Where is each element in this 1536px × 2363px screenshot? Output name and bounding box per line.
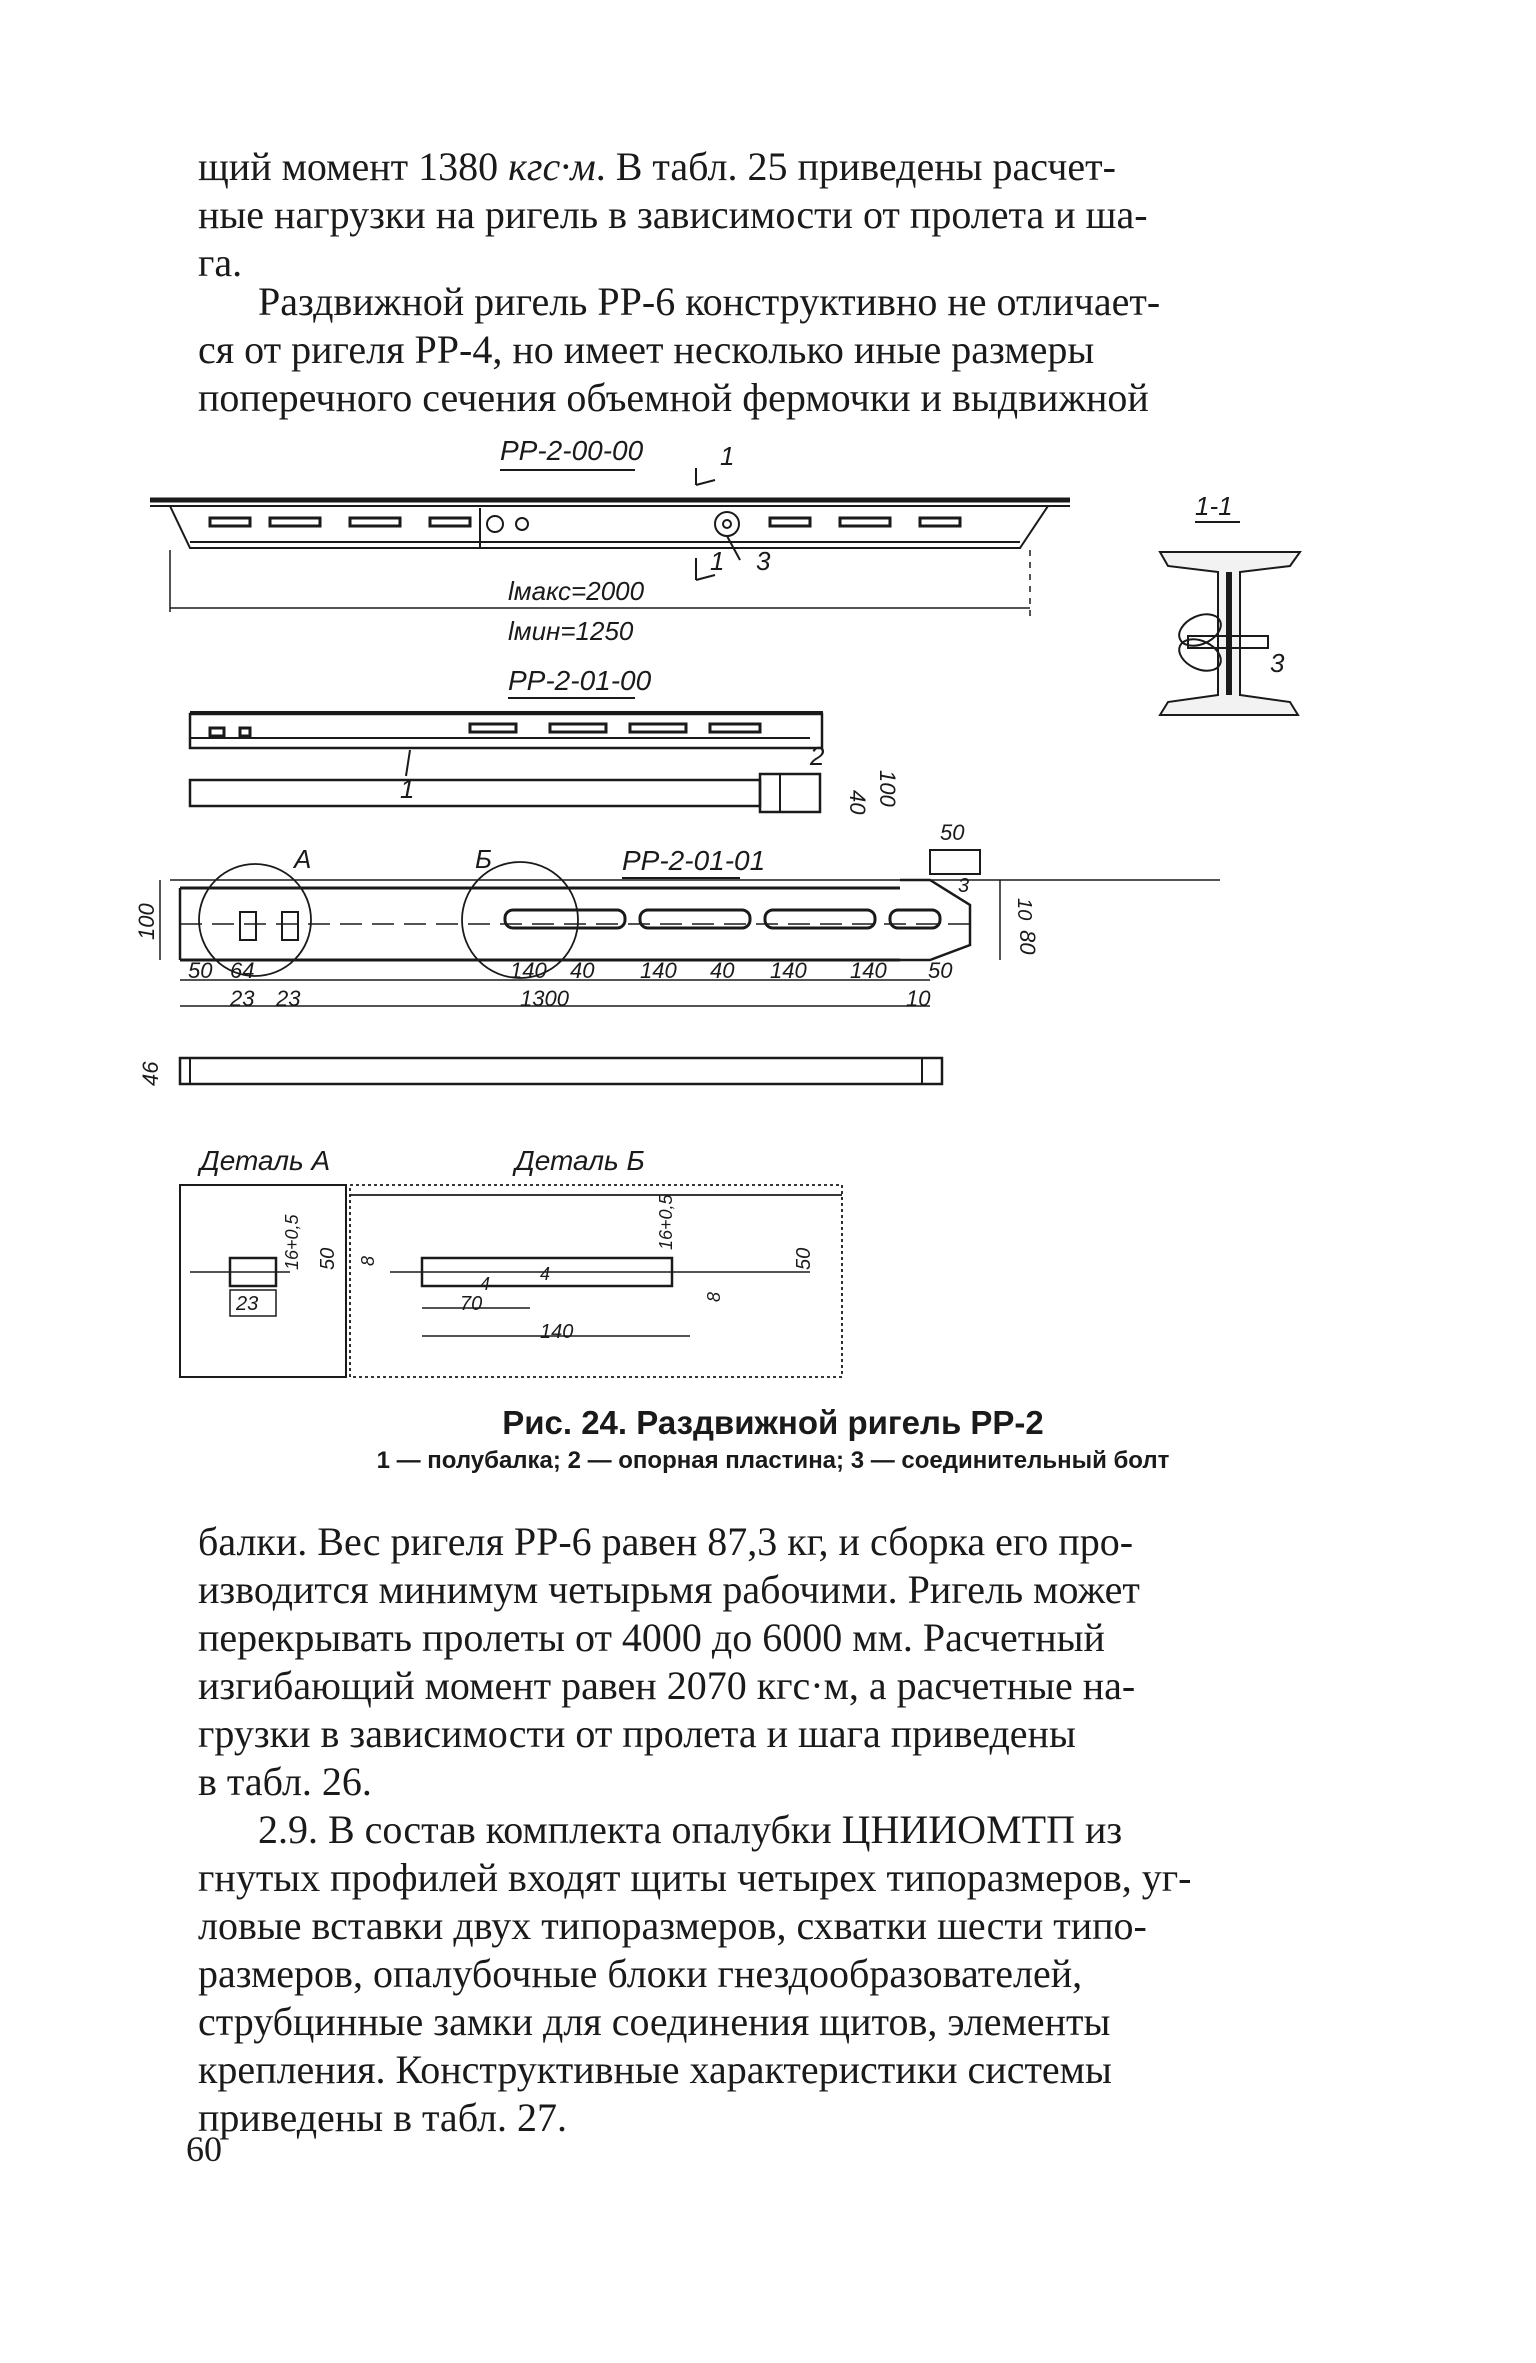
text-line: балки. Вес ригеля РР-6 равен 87,3 кг, и сборка его про- xyxy=(198,1519,1134,1564)
dim-50-detail-a: 50 xyxy=(317,1247,339,1270)
text-line: изводится минимум четырьмя рабочими. Ригель может xyxy=(198,1567,1140,1612)
dim-50-left: 50 xyxy=(188,958,213,983)
paragraph-2-9 xyxy=(198,1806,1348,2142)
dim-10-bottom: 10 xyxy=(906,986,931,1011)
part3-label: РР-2-01-01 xyxy=(622,845,766,876)
weld-4-a: 4 xyxy=(480,1274,491,1294)
text-line: ные нагрузки на ригель в зависимости от пролета и ша- xyxy=(198,192,1148,237)
text-line: грузки в зависимости от пролета и шага приведены xyxy=(198,1711,1076,1756)
text-line: крепления. Конструктивные характеристики системы xyxy=(198,2047,1112,2092)
dim-70: 70 xyxy=(460,1293,483,1315)
dim-1300: 1300 xyxy=(520,986,569,1011)
text-line: Раздвижной ригель РР-6 конструктивно не отличает- xyxy=(258,279,1161,324)
text-line: ловые вставки двух типоразмеров, схватки шести типо- xyxy=(198,1903,1147,1948)
dim-100-a: 100 xyxy=(875,770,900,807)
page-number: 60 xyxy=(186,2129,222,2169)
text-line: перекрывать пролеты от 4000 до 6000 мм. Расчетный xyxy=(198,1615,1105,1660)
dim-23-b: 23 xyxy=(276,986,301,1011)
dim-100-left: 100 xyxy=(134,903,159,940)
dim-50-top: 50 xyxy=(940,820,965,845)
text-line: приведены в табл. 27. xyxy=(198,2095,568,2140)
lmin-label: lмин=1250 xyxy=(508,616,634,646)
text-line: ся от ригеля РР-4, но имеет несколько иные размеры xyxy=(198,327,1095,372)
detail-b-label: Деталь Б xyxy=(515,1145,645,1176)
dim-40-c: 40 xyxy=(710,958,735,983)
part-rr-2-01-01 xyxy=(134,820,1220,1086)
caption-title: Рис. 24. Раздвижной ригель РР-2 xyxy=(502,1404,1044,1441)
dim-46: 46 xyxy=(138,1061,163,1086)
paragraph-rp6-details xyxy=(198,1518,1348,1806)
paragraph-rp6-intro xyxy=(198,278,1348,422)
detail-a xyxy=(180,1145,346,1377)
dim-23-a: 23 xyxy=(230,986,255,1011)
dim-140-3: 140 xyxy=(770,958,807,983)
dim-50-right: 50 xyxy=(928,958,953,983)
dim-23-detail-a: 23 xyxy=(236,1293,259,1315)
dim-140-4: 140 xyxy=(850,958,887,983)
dim-140-detail-b: 140 xyxy=(540,1321,574,1343)
assembly-view xyxy=(150,435,1070,646)
text-line: изгибающий момент равен 2070 кгс·м, а расчетные на- xyxy=(198,1663,1136,1708)
dim-140-1: 140 xyxy=(510,958,547,983)
text-line: поперечного сечения объемной фермочки и выдвижной xyxy=(198,375,1149,420)
text-line: 2.9. В состав комплекта опалубки ЦНИИОМТП из xyxy=(258,1807,1123,1852)
dim-140-2: 140 xyxy=(640,958,677,983)
dim-40-b: 40 xyxy=(570,958,595,983)
dim-50-detail-b: 50 xyxy=(793,1247,815,1270)
caption-legend: 1 — полубалка; 2 — опорная пластина; 3 — соединительный болт xyxy=(376,1447,1170,1474)
dim-16-detail-b: 16+0,5 xyxy=(656,1194,676,1250)
text-line: струбцинные замки для соединения щитов, элементы xyxy=(198,1999,1111,2044)
section-mark-bottom: 1 xyxy=(710,546,725,576)
paragraph-continued xyxy=(198,143,1348,287)
dim-64: 64 xyxy=(230,958,255,983)
dim-80-right: 80 xyxy=(1015,930,1040,955)
callout-1: 1 xyxy=(400,774,415,804)
mark-b: Б xyxy=(475,844,492,874)
callout-2: 2 xyxy=(810,741,825,771)
weld-4-b: 4 xyxy=(540,1264,551,1284)
section-callout-3: 3 xyxy=(1270,648,1285,678)
lmax-label: lмакс=2000 xyxy=(508,576,645,606)
section-1-1 xyxy=(1160,491,1300,715)
detail-b xyxy=(350,1145,842,1377)
dim-10-right: 10 xyxy=(1013,898,1035,921)
callout-3: 3 xyxy=(756,546,771,576)
section-mark-top: 1 xyxy=(720,441,735,471)
text-line: га. xyxy=(198,240,243,285)
text-line: гнутых профилей входят щиты четырех типоразмеров, уг- xyxy=(198,1855,1192,1900)
assembly-label: РР-2-00-00 xyxy=(500,435,644,466)
text-line: в табл. 26. xyxy=(198,1759,372,1804)
figure-caption xyxy=(198,1402,1348,1478)
part2-label: РР-2-01-00 xyxy=(508,665,652,696)
technical-drawing-figure-24 xyxy=(134,435,1330,1410)
text-line: размеров, опалубочные блоки гнездообразователей, xyxy=(198,1951,1083,1996)
section-label: 1-1 xyxy=(1195,491,1233,521)
text-line: щий момент 1380 кгс·м. В табл. 25 приведены расчет- xyxy=(198,144,1116,189)
dim-16-detail-a: 16+0,5 xyxy=(282,1214,302,1270)
dim-8-right: 8 xyxy=(704,1291,724,1302)
dim-8-left: 8 xyxy=(358,1255,378,1266)
detail-a-label: Деталь А xyxy=(200,1145,331,1176)
mark-a: А xyxy=(294,844,312,874)
weld-mark-3: 3 xyxy=(958,875,970,897)
part-rr-2-01-00 xyxy=(190,665,900,815)
dim-40-a: 40 xyxy=(845,790,870,815)
